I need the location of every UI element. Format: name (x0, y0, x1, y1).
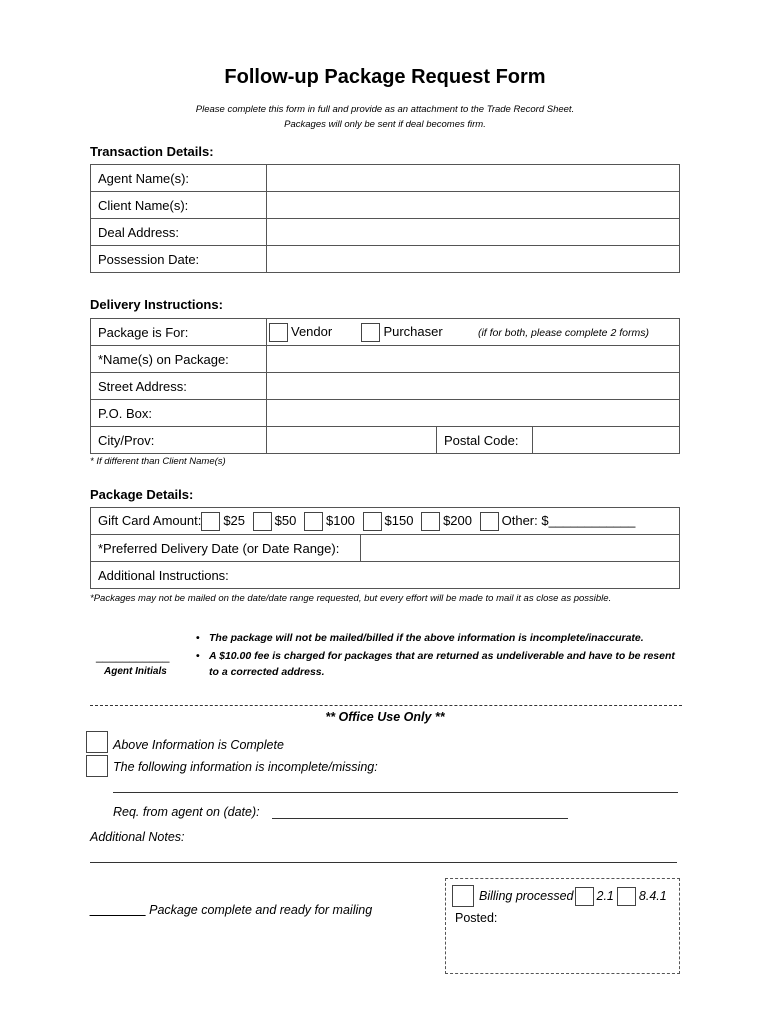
amount-150-checkbox[interactable] (363, 512, 382, 531)
billing-row (452, 885, 667, 907)
amount-200-checkbox[interactable] (421, 512, 440, 531)
city-prov-label: City/Prov: (91, 427, 267, 454)
additional-notes-label: Additional Notes: (90, 830, 185, 844)
amount-other-label: Other: $____________ (501, 512, 636, 528)
billing-2-1-label: 2.1 (596, 889, 614, 904)
billing-processed-checkbox[interactable] (452, 885, 474, 907)
additional-notes-line[interactable] (90, 862, 677, 863)
purchaser-label: Purchaser (383, 323, 443, 339)
transaction-table (90, 164, 680, 273)
names-on-package-field[interactable] (267, 346, 680, 373)
street-address-label: Street Address: (91, 373, 267, 400)
page-title: Follow-up Package Request Form (224, 66, 546, 88)
bullet-fee: • A $10.00 fee is charged for packages that are returned as undeliverable and have to be resent to a corrected address. (196, 648, 686, 680)
missing-info-line[interactable] (113, 792, 678, 793)
city-prov-field[interactable] (267, 427, 437, 454)
delivery-heading: Delivery Instructions: (90, 297, 223, 312)
office-divider (90, 705, 682, 706)
agent-name-label: Agent Name(s): (91, 165, 267, 192)
amount-150-label: $150 (384, 512, 414, 528)
package-footnote: *Packages may not be mailed on the date/date range requested, but every effort will be made to mail it as close as possible. (90, 593, 612, 604)
amount-other-checkbox[interactable] (480, 512, 499, 531)
possession-date-field[interactable] (267, 246, 680, 273)
office-heading: ** Office Use Only ** (325, 710, 445, 724)
info-incomplete-checkbox[interactable] (86, 755, 108, 777)
package-heading: Package Details: (90, 487, 194, 502)
subtitle-line-1: Please complete this form in full and provide as an attachment to the Trade Record Sheet. (195, 104, 575, 115)
delivery-date-field[interactable] (361, 535, 680, 562)
billing-box (445, 878, 680, 974)
info-complete-label: Above Information is Complete (113, 738, 284, 752)
amount-25-checkbox[interactable] (201, 512, 220, 531)
client-name-field[interactable] (267, 192, 680, 219)
possession-date-label: Possession Date: (91, 246, 267, 273)
po-box-field[interactable] (267, 400, 680, 427)
amount-100-label: $100 (325, 512, 355, 528)
billing-processed-label: Billing processed (479, 889, 574, 904)
postal-code-field[interactable] (533, 427, 680, 454)
agent-name-field[interactable] (267, 165, 680, 192)
package-table (90, 507, 680, 589)
delivery-footnote: * If different than Client Name(s) (90, 456, 226, 467)
delivery-date-label: *Preferred Delivery Date (or Date Range): (91, 535, 361, 562)
transaction-heading: Transaction Details: (90, 144, 214, 159)
additional-instructions-field[interactable] (91, 562, 680, 589)
amount-100-checkbox[interactable] (304, 512, 323, 531)
purchaser-checkbox[interactable] (361, 323, 380, 342)
po-box-label: P.O. Box: (91, 400, 267, 427)
posted-label: Posted: (455, 911, 498, 925)
client-name-label: Client Name(s): (91, 192, 267, 219)
policy-bullets (196, 630, 686, 680)
package-for-label: Package is For: (91, 319, 267, 346)
package-for-options (267, 319, 680, 346)
subtitle-line-2: Packages will only be sent if deal becomes firm. (284, 119, 486, 130)
billing-2-1-checkbox[interactable] (575, 887, 594, 906)
postal-code-label: Postal Code: (437, 427, 533, 454)
amount-50-label: $50 (274, 512, 297, 528)
billing-8-4-1-checkbox[interactable] (617, 887, 636, 906)
agent-initials-blank[interactable]: ___________ (96, 649, 170, 663)
bullet-incomplete: • The package will not be mailed/billed if the above information is incomplete/inaccurate. (196, 630, 686, 646)
names-on-package-label: *Name(s) on Package: (91, 346, 267, 373)
amount-25-label: $25 (223, 512, 246, 528)
vendor-checkbox[interactable] (269, 323, 288, 342)
additional-instructions-label: Additional Instructions: (98, 567, 229, 583)
vendor-label: Vendor (291, 323, 333, 339)
both-forms-note: (if for both, please complete 2 forms) (477, 326, 649, 339)
billing-8-4-1-label: 8.4.1 (638, 889, 667, 904)
agent-initials-label: Agent Initials (104, 666, 167, 677)
delivery-table (90, 318, 680, 454)
package-ready-blank[interactable]: ________ (90, 903, 146, 917)
deal-address-field[interactable] (267, 219, 680, 246)
req-date-line[interactable] (272, 818, 568, 819)
package-ready-row (90, 903, 372, 917)
amount-50-checkbox[interactable] (253, 512, 272, 531)
req-date-label: Req. from agent on (date): (113, 805, 260, 819)
info-complete-checkbox[interactable] (86, 731, 108, 753)
package-ready-label: Package complete and ready for mailing (149, 903, 373, 917)
gift-card-label: Gift Card Amount: (98, 512, 202, 528)
info-incomplete-label: The following information is incomplete/missing: (113, 760, 378, 774)
street-address-field[interactable] (267, 373, 680, 400)
deal-address-label: Deal Address: (91, 219, 267, 246)
gift-card-row (91, 508, 680, 535)
amount-200-label: $200 (443, 512, 472, 528)
